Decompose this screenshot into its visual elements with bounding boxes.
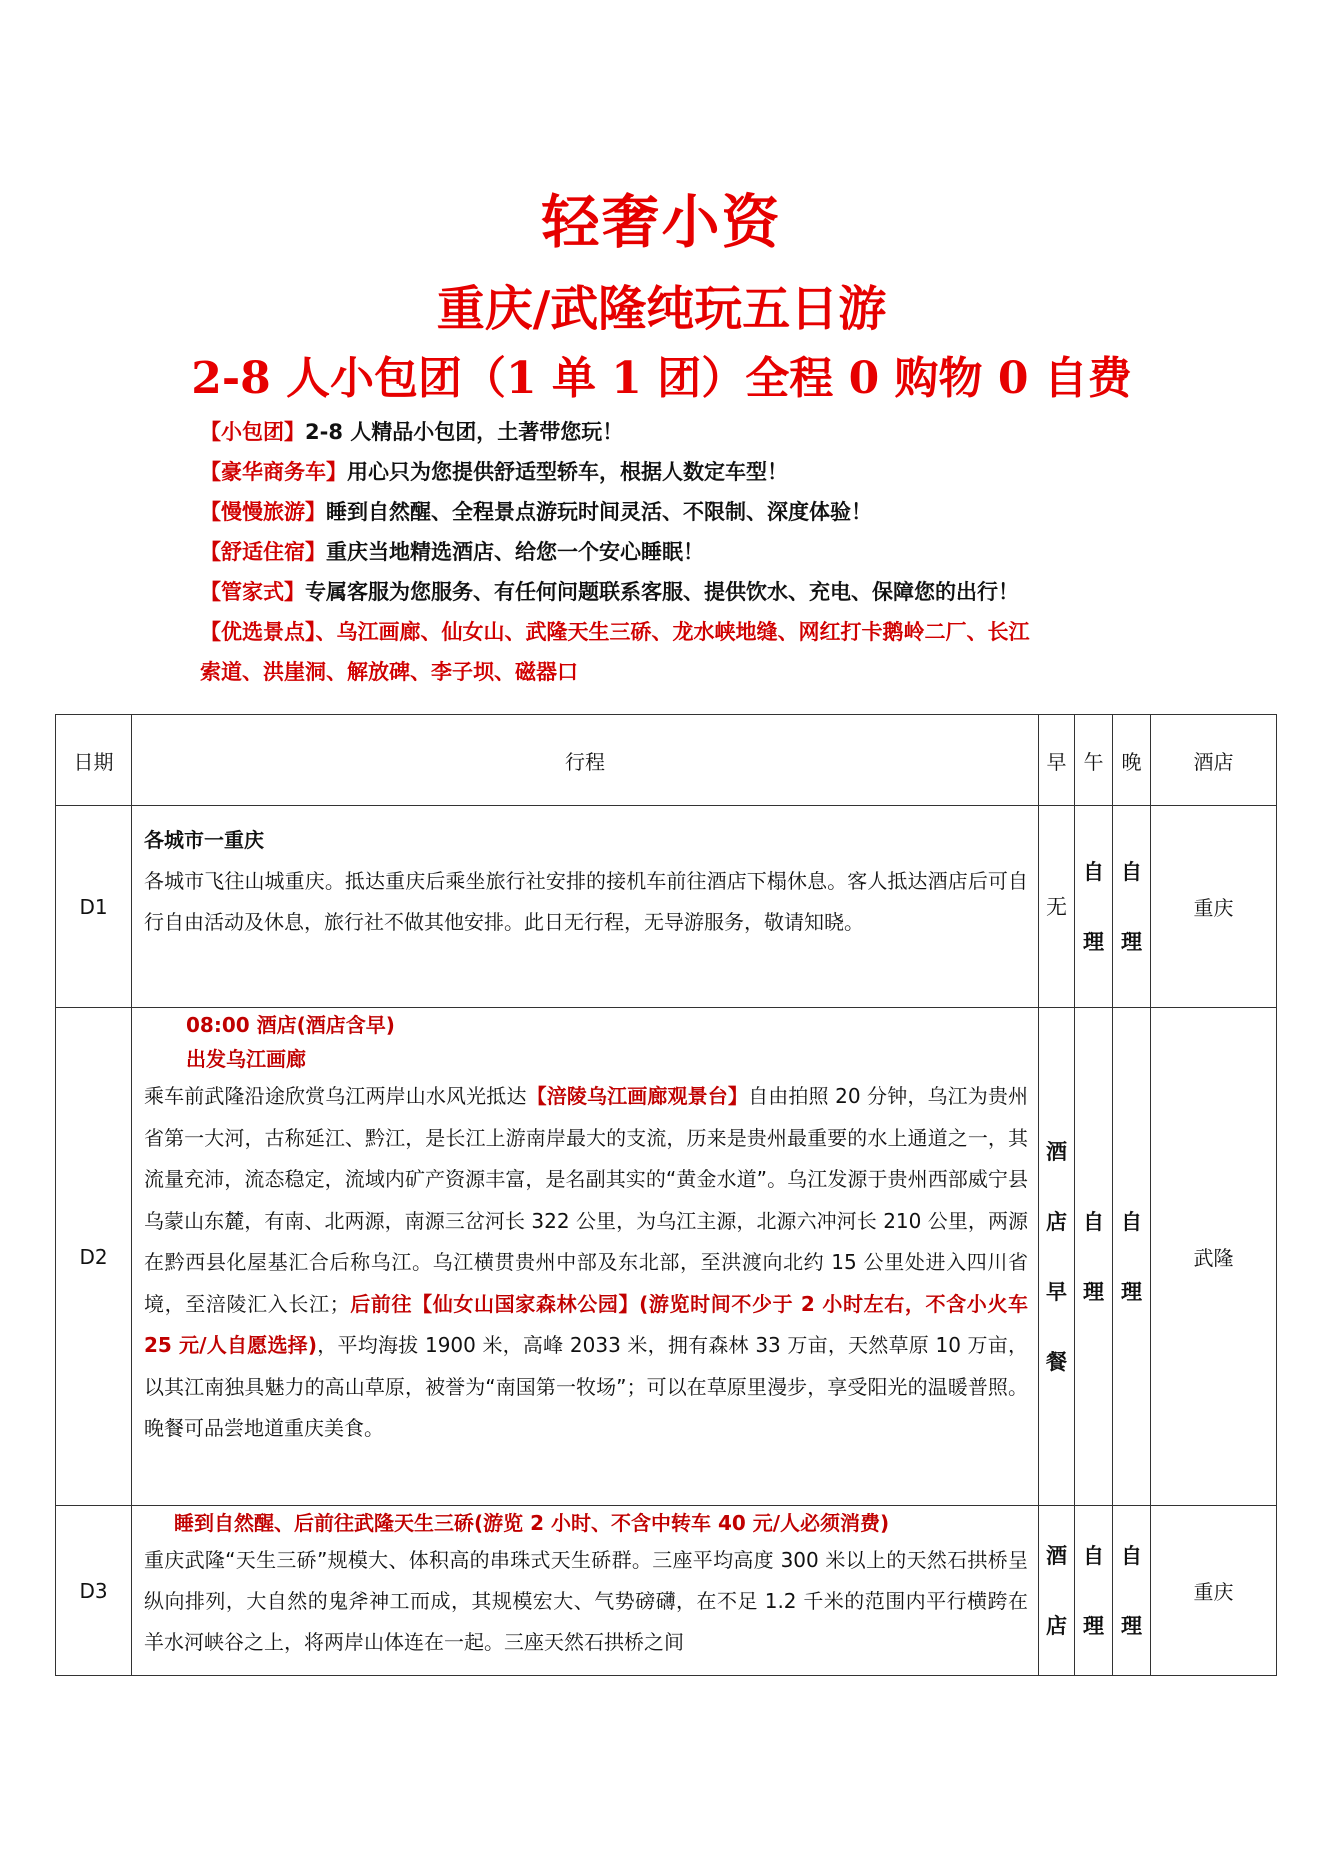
- day-label: D1: [56, 806, 132, 1008]
- lunch-value: 自理: [1083, 1209, 1104, 1304]
- header-dinner: 晚: [1113, 715, 1151, 806]
- day-description: [144, 1076, 1028, 1450]
- departure-time: 08:00 酒店(酒店含早): [186, 1013, 395, 1037]
- day-label: D2: [56, 1008, 132, 1506]
- page-tagline: 2-8 人小包团（1 单 1 团）全程 0 购物 0 自费: [191, 353, 1132, 404]
- feature-text: 2-8 人精品小包团，土著带您玩！: [305, 420, 624, 444]
- feature-text: 睡到自然醒、全程景点游玩时间灵活、不限制、深度体验！: [326, 500, 872, 524]
- feature-text: 专属客服为您服务、有任何问题联系客服、提供饮水、充电、保障您的出行！: [305, 580, 1019, 604]
- hotel-cell: 重庆: [1151, 806, 1277, 1008]
- feature-item: [200, 572, 1200, 612]
- desc-part: ，平均海拔 1900 米，高峰 2033 米，拥有森林 33 万亩，天然草原 10 万亩，以其江南独具魅力的高山草原，被誉为“南国第一牧场”；可以在草原里漫步，享受阳光的温暖普照。晚餐可品尝地道重庆美食。: [144, 1333, 1028, 1440]
- day-label: D3: [56, 1506, 132, 1676]
- dinner-cell: [1113, 806, 1151, 1008]
- header-lunch: 午: [1075, 715, 1113, 806]
- feature-item: [200, 452, 1200, 492]
- breakfast-value: 无: [1046, 894, 1067, 919]
- table-row: [56, 1008, 1277, 1506]
- table-header-row: [56, 715, 1277, 806]
- feature-text: 、乌江画廊、仙女山、武隆天生三硚、龙水峡地缝、网红打卡鹅岭二厂、长江: [315, 620, 1030, 644]
- feature-text-continued: 索道、洪崖洞、解放碑、李子坝、磁器口: [200, 660, 578, 684]
- feature-item: [200, 612, 1200, 652]
- departure-destination: 出发乌江画廊: [186, 1047, 306, 1071]
- dinner-cell: [1113, 1506, 1151, 1676]
- feature-tag: 【豪华商务车】: [200, 460, 347, 484]
- header-date: 日期: [56, 715, 132, 806]
- header-breakfast: 早: [1039, 715, 1075, 806]
- dinner-value: 自理: [1121, 859, 1142, 954]
- day-description: 重庆武隆“天生三硚”规模大、体积高的串珠式天生硚群。三座平均高度 300 米以上的天然石拱桥呈纵向排列，大自然的鬼斧神工而成，其规模宏大、气势磅礴，在不足 1.2 千米的范围内平行横跨在羊水河峡谷之上，将两岸山体连在一起。三座天然石拱桥之间: [144, 1548, 1028, 1654]
- day-headline: 睡到自然醒、后前往武隆天生三硚(游览 2 小时、不含中转车 40 元/人必须消费): [174, 1511, 890, 1535]
- breakfast-cell: [1039, 1008, 1075, 1506]
- header-hotel: 酒店: [1151, 715, 1277, 806]
- day-description: 各城市飞往山城重庆。抵达重庆后乘坐旅行社安排的接机车前往酒店下榻休息。客人抵达酒店后可自行自由活动及休息，旅行社不做其他安排。此日无行程，无导游服务，敬请知晓。: [144, 869, 1028, 934]
- day-itinerary: [132, 1008, 1039, 1506]
- feature-tag: 【慢慢旅游】: [200, 500, 326, 524]
- dinner-cell: [1113, 1008, 1151, 1506]
- desc-part: 自由拍照 20 分钟，乌江为贵州省第一大河，古称延江、黔江，是长江上游南岸最大的支流，历来是贵州最重要的水上通道之一，其流量充沛，流态稳定，流域内矿产资源丰富，是名副其实的“黄金水道”。乌江发源于贵州西部威宁县乌蒙山东麓，有南、北两源，南源三岔河长 322 公里，为乌江主源，北源六冲河长 210 公里，两源在黔西县化屋基汇合后称乌江。乌江横贯贵州中部及东北部，至洪渡向北约 15 公里处进入四川省境，至涪陵汇入长江；: [144, 1084, 1029, 1316]
- table-row: [56, 806, 1277, 1008]
- desc-highlight: 后前往【仙女山国家森林公园】(游览时间不少于 2 小时左右，不含小火车 25 元/人自愿选择): [144, 1291, 1028, 1357]
- feature-item: [200, 492, 1200, 532]
- header-itinerary: 行程: [132, 715, 1039, 806]
- route-title: 各城市一重庆: [144, 828, 264, 852]
- feature-tag: 【小包团】: [200, 420, 305, 444]
- breakfast-value: 酒店: [1046, 1543, 1067, 1638]
- desc-part: 乘车前武隆沿途欣赏乌江两岸山水风光抵达: [144, 1084, 527, 1108]
- breakfast-cell: [1039, 806, 1075, 1008]
- lunch-cell: [1075, 1506, 1113, 1676]
- dinner-value: 自理: [1121, 1543, 1142, 1638]
- itinerary-table: [55, 714, 1277, 1676]
- dinner-value: 自理: [1121, 1209, 1142, 1304]
- hotel-cell: 重庆: [1151, 1506, 1277, 1676]
- table-row: [56, 1506, 1277, 1676]
- day-itinerary: [132, 806, 1039, 1008]
- feature-tag: 【舒适住宿】: [200, 540, 326, 564]
- feature-list: [200, 412, 1200, 692]
- breakfast-value: 酒店早餐: [1046, 1139, 1067, 1374]
- feature-text: 重庆当地精选酒店、给您一个安心睡眠！: [326, 540, 704, 564]
- desc-highlight: 【涪陵乌江画廊观景台】: [526, 1084, 749, 1108]
- page-subtitle: 重庆/武隆纯玩五日游: [436, 281, 887, 337]
- lunch-cell: [1075, 1008, 1113, 1506]
- lunch-value: 自理: [1083, 1543, 1104, 1638]
- lunch-value: 自理: [1083, 859, 1104, 954]
- feature-item: [200, 412, 1200, 452]
- feature-tag: 【管家式】: [200, 580, 305, 604]
- feature-text: 用心只为您提供舒适型轿车，根据人数定车型！: [347, 460, 788, 484]
- page-title: 轻奢小资: [541, 188, 782, 256]
- breakfast-cell: [1039, 1506, 1075, 1676]
- hotel-cell: 武隆: [1151, 1008, 1277, 1506]
- feature-tag: 【优选景点】: [200, 620, 316, 644]
- day-itinerary: [132, 1506, 1039, 1676]
- feature-item: [200, 532, 1200, 572]
- lunch-cell: [1075, 806, 1113, 1008]
